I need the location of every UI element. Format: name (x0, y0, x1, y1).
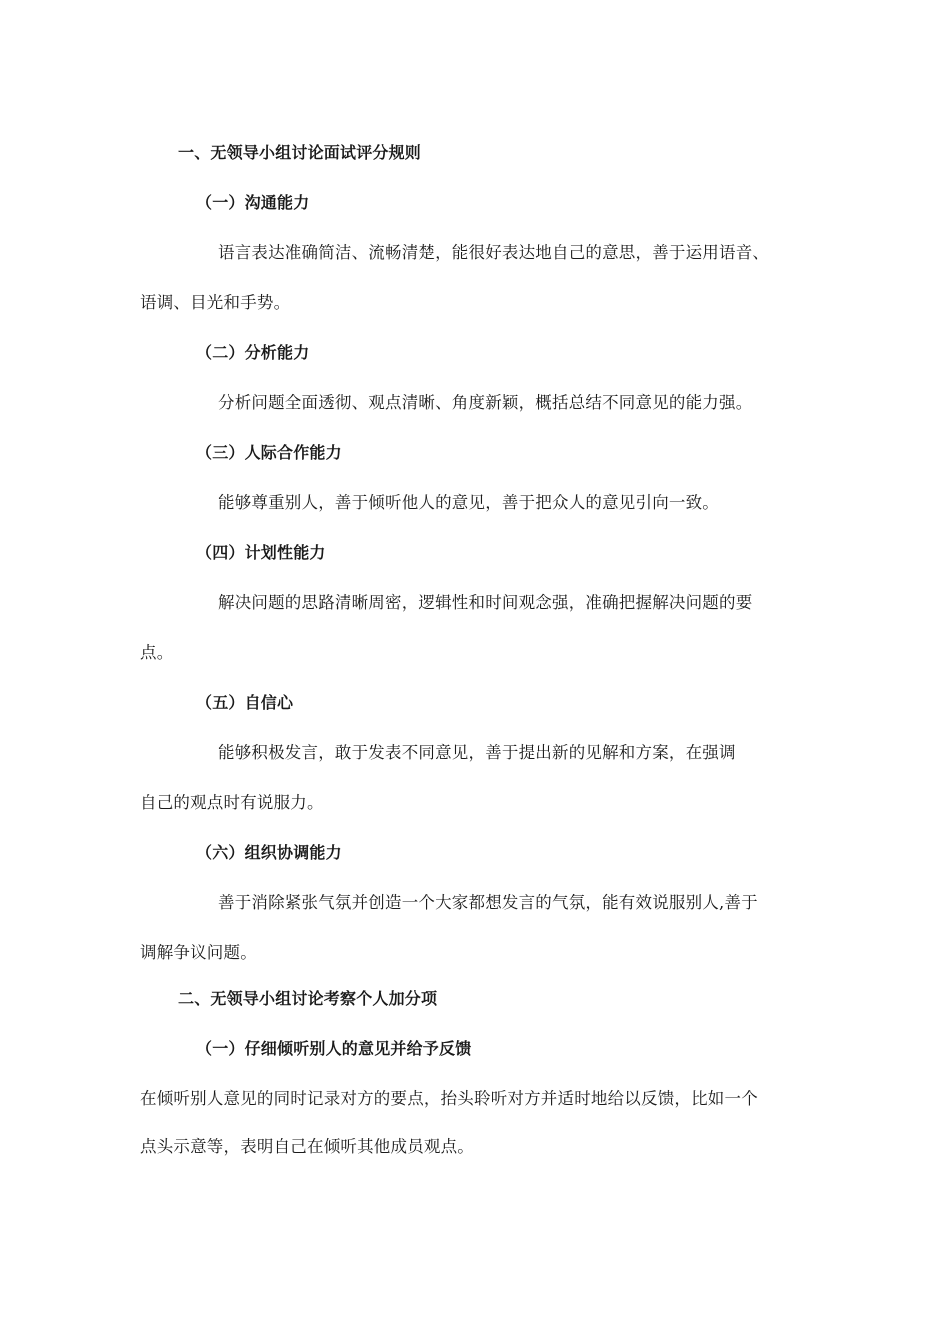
section-2-item-1-heading: （一）仔细倾听别人的意见并给予反馈 (196, 1039, 472, 1058)
item-5-line-2: 自己的观点时有说服力。 (140, 793, 324, 812)
section-1-title: 一、无领导小组讨论面试评分规则 (178, 143, 422, 162)
item-5-line-1: 能够积极发言，敢于发表不同意见，善于提出新的见解和方案，在强调 (218, 743, 736, 762)
item-4-line-2: 点。 (140, 643, 174, 662)
item-3-heading: （三）人际合作能力 (196, 443, 342, 462)
item-2-heading: （二）分析能力 (196, 343, 310, 362)
item-1-heading: （一）沟通能力 (196, 193, 310, 212)
section-2-item-1-line-1: 在倾听别人意见的同时记录对方的要点，抬头聆听对方并适时地给以反馈，比如一个 (140, 1089, 758, 1108)
item-6-line-1: 善于消除紧张气氛并创造一个大家都想发言的气氛，能有效说服别人,善于 (218, 893, 758, 912)
item-1-line-1: 语言表达准确简洁、流畅清楚，能很好表达地自己的意思，善于运用语音、 (218, 243, 770, 262)
item-2-line-1: 分析问题全面透彻、观点清晰、角度新颖，概括总结不同意见的能力强。 (218, 393, 753, 412)
item-4-heading: （四）计划性能力 (196, 543, 326, 562)
item-5-heading: （五）自信心 (196, 693, 294, 712)
item-6-line-2: 调解争议问题。 (140, 943, 257, 962)
item-6-heading: （六）组织协调能力 (196, 843, 342, 862)
section-2-title: 二、无领导小组讨论考察个人加分项 (178, 989, 438, 1008)
section-2-item-1-line-2: 点头示意等，表明自己在倾听其他成员观点。 (140, 1137, 474, 1156)
item-3-line-1: 能够尊重别人，善于倾听他人的意见，善于把众人的意见引向一致。 (218, 493, 719, 512)
item-4-line-1: 解决问题的思路清晰周密，逻辑性和时间观念强，准确把握解决问题的要 (218, 593, 753, 612)
item-1-line-2: 语调、目光和手势。 (140, 293, 291, 312)
